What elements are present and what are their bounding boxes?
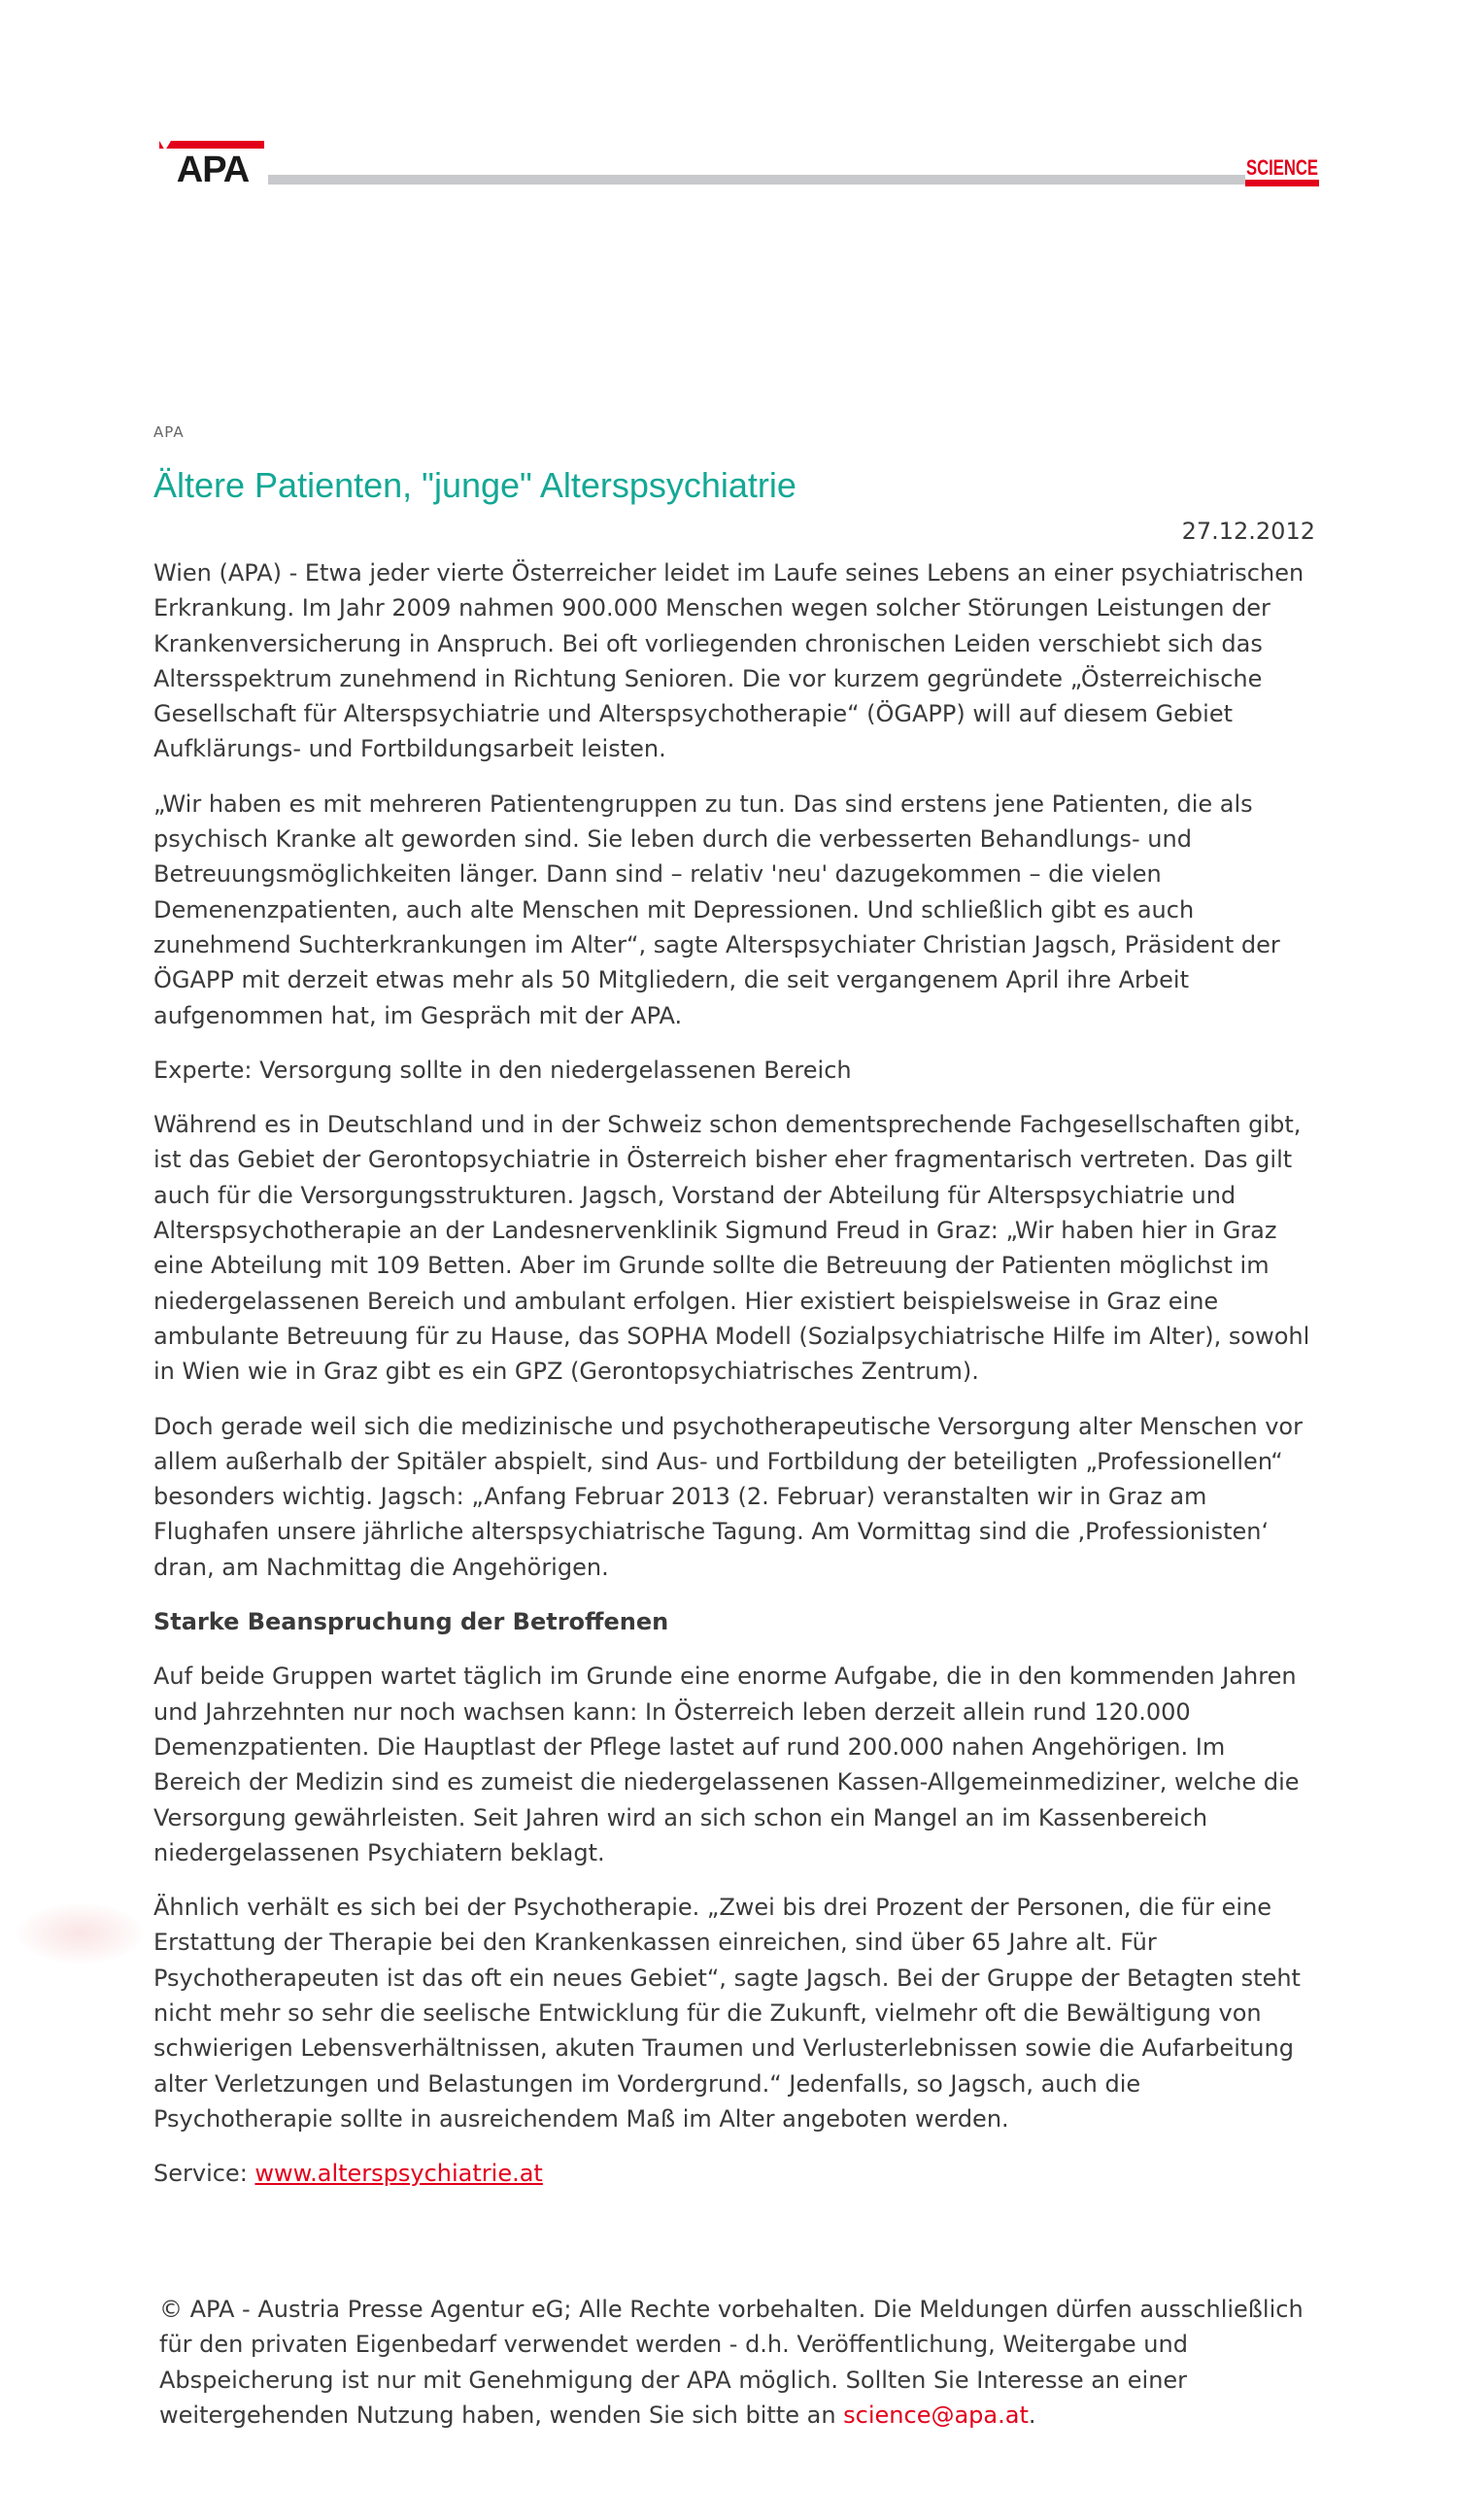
apa-logo bbox=[157, 141, 268, 190]
article-paragraph: Ähnlich verhält es sich bei der Psychotherapie. „Zwei bis drei Prozent der Personen, die für eine Erstattung der Therapie bei den Krankenkassen einreichen, sind über 65 Jahre alt. Für Psychotherapeuten ist das oft ein neues Gebiet“, sagte Jagsch. Bei der Gruppe der Betagten steht nicht mehr so sehr die seelische Entwicklung für die Zukunft, vielmehr oft die Bewältigung von schwierigen Lebensverhältnissen, akuten Traumen und Verlusterlebnissen sowie die Aufarbeitung alter Verletzungen und Belastungen im Vordergrund.“ Jedenfalls, so Jagsch, auch die Psychotherapie sollte in ausreichendem Maß im Alter angeboten werden. bbox=[153, 1894, 1301, 2133]
copyright-notice bbox=[159, 2292, 1325, 2433]
copyright-end: . bbox=[1028, 2401, 1036, 2429]
article-paragraph: Experte: Versorgung sollte in den niedergelassenen Bereich bbox=[153, 1056, 852, 1084]
article bbox=[153, 423, 1315, 2210]
header-divider-bar bbox=[268, 175, 1245, 185]
science-logo bbox=[1245, 151, 1319, 186]
contact-email-link[interactable]: science@apa.at bbox=[843, 2401, 1029, 2429]
svg-text:APA: APA bbox=[176, 150, 250, 190]
article-paragraph: Doch gerade weil sich die medizinische und psychotherapeutische Versorgung alter Menschen vor allem außerhalb der Spitäler abspielt, sind Aus- und Fortbildung der beteiligten „Professionellen“ besonders wichtig. Jagsch: „Anfang Februar 2013 (2. Februar) veranstalten wir in Graz am Flughafen unsere jährliche alterspsychiatrische Tagung. Am Vormittag sind die ‚Professionisten‘ dran, am Nachmittag die Angehörigen. bbox=[153, 1412, 1303, 1581]
article-date: 27.12.2012 bbox=[1181, 518, 1315, 545]
service-label: Service: bbox=[153, 2160, 255, 2188]
article-paragraph: Wien (APA) - Etwa jeder vierte Österreicher leidet im Laufe seines Lebens an einer psychiatrischen Erkrankung. Im Jahr 2009 nahmen 900.000 Menschen wegen solcher Störungen Leistungen der Krankenversicherung in Anspruch. Bei oft vorliegenden chronischen Leiden verschiebt sich das Altersspektrum zunehmend in Richtung Senioren. Die vor kurzem gegründete „Österreichische Gesellschaft für Alterspsychiatrie und Alterspsychotherapie“ (ÖGAPP) will auf diesem Gebiet Aufklärungs- und Fortbildungsarbeit leisten. bbox=[153, 559, 1305, 763]
article-title: Ältere Patienten, "junge" Alterspsychiatrie bbox=[153, 465, 796, 505]
article-source: APA bbox=[153, 423, 185, 441]
article-paragraph: „Wir haben es mit mehreren Patientengruppen zu tun. Das sind erstens jene Patienten, die als psychisch Kranke alt geworden sind. Sie leben durch die verbesserten Behandlungs- und Betreuungsmöglichkeiten länger. Dann sind – relativ 'neu' dazugekommen – die vielen Demenenzpatienten, auch alte Menschen mit Depressionen. Und schließlich gibt es auch zunehmend Suchterkrankungen im Alter“, sagte Alterspsychiater Christian Jagsch, Präsident der ÖGAPP mit derzeit etwas mehr als 50 Mitgliedern, die seit vergangenem April ihre Arbeit aufgenommen hat, im Gespräch mit der APA. bbox=[153, 790, 1280, 1029]
article-subheading: Starke Beanspruchung der Betroffenen bbox=[153, 1608, 669, 1636]
article-paragraph: Während es in Deutschland und in der Schweiz schon dementsprechende Fachgesellschaften gibt, ist das Gebiet der Gerontopsychiatrie in Österreich bisher eher fragmentarisch vertreten. Das gilt auch für die Versorgungsstrukturen. Jagsch, Vorstand der Abteilung für Alterspsychiatrie und Alterspsychotherapie an der Landesnervenklinik Sigmund Freud in Graz: „Wir haben hier in Graz eine Abteilung mit 109 Betten. Aber im Grunde sollte die Betreuung der Patienten möglichst im niedergelassenen Bereich und ambulant erfolgen. Hier existiert beispielsweise in Graz eine ambulante Betreuung für zu Hause, das SOPHA Modell (Sozialpsychiatrische Hilfe im Alter), sowohl in Wien wie in Graz gibt es ein GPZ (Gerontopsychiatrisches Zentrum). bbox=[153, 1111, 1310, 1386]
service-link[interactable]: www.alterspsychiatrie.at bbox=[254, 2160, 543, 2188]
article-paragraph: Auf beide Gruppen wartet täglich im Grunde eine enorme Aufgabe, die in den kommenden Jahren und Jahrzehnten nur noch wachsen kann: In Österreich leben derzeit allein rund 120.000 Demenzpatienten. Die Hauptlast der Pflege lastet auf rund 200.000 nahen Angehörigen. Im Bereich der Medizin sind es zumeist die niedergelassenen Kassen-Allgemeinmediziner, welche die Versorgung gewährleisten. Seit Jahren wird an sich schon ein Mangel an im Kassenbereich niedergelassenen Psychiatern beklagt. bbox=[153, 1663, 1300, 1866]
page-header bbox=[157, 136, 1319, 190]
svg-text:SCIENCE: SCIENCE bbox=[1246, 155, 1318, 180]
scan-smudge bbox=[17, 1903, 144, 1964]
service-line bbox=[153, 2156, 1315, 2191]
copyright-text: © APA - Austria Presse Agentur eG; Alle Rechte vorbehalten. Die Meldungen dürfen ausschließlich für den privaten Eigenbedarf verwendet werden - d.h. Veröffentlichung, Weitergabe und Abspeicherung ist nur mit Genehmigung der APA möglich. Sollten Sie Interesse an einer weitergehenden Nutzung haben, wenden Sie sich bitte an bbox=[159, 2296, 1304, 2429]
